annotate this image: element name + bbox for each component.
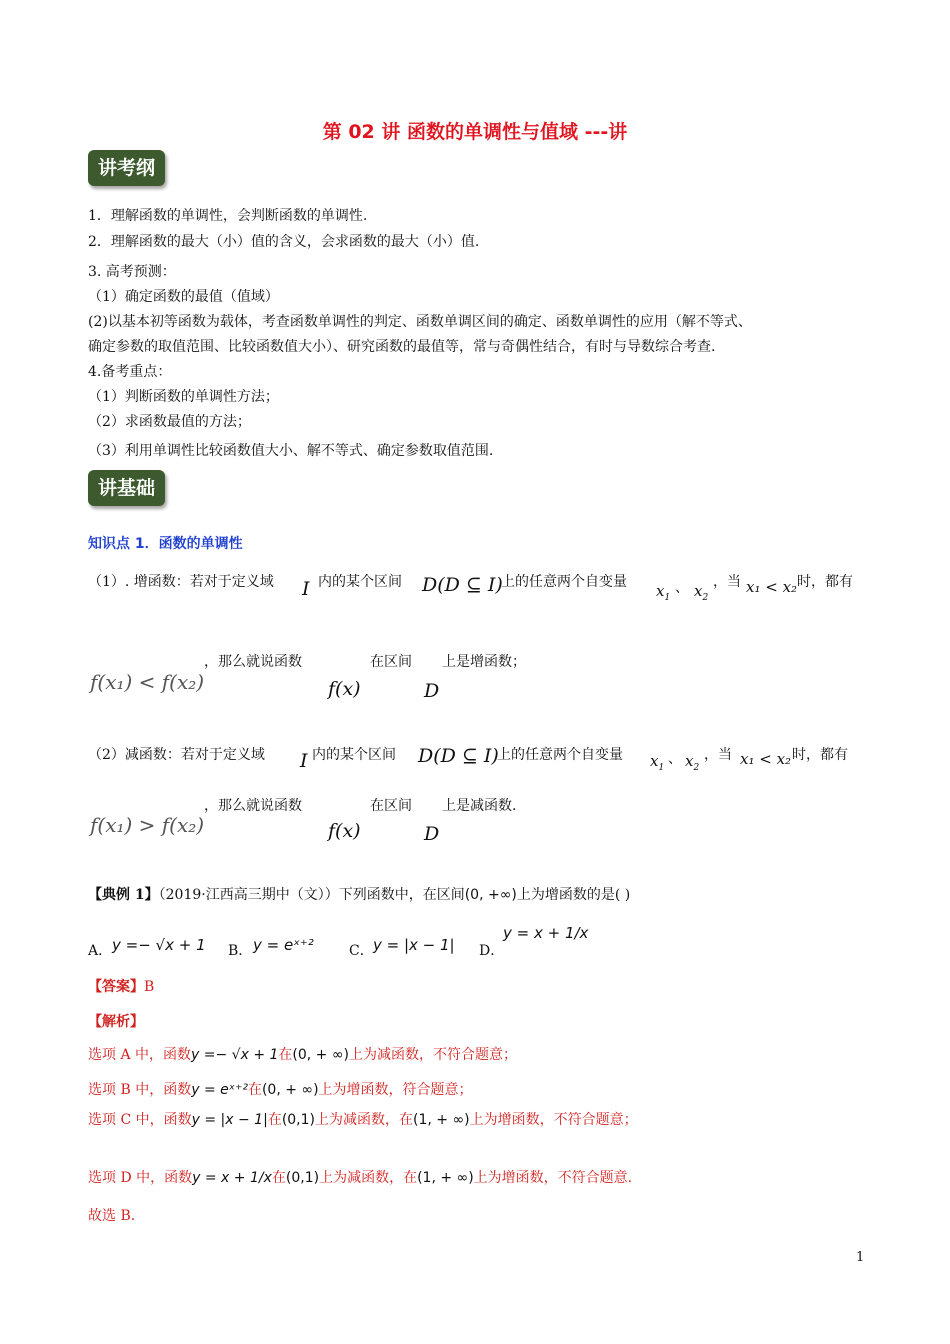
analysis-d-mid-2: 上为减函数，在 xyxy=(319,1170,418,1186)
dec-text-3: 上的任意两个自变量 xyxy=(497,747,623,763)
dec-compare: x₁ < x₂ xyxy=(740,750,792,768)
dec-function-fx: f(x) xyxy=(328,820,361,842)
exam-line-8: （1）判断函数的单调性方法； xyxy=(88,389,279,405)
analysis-line-d xyxy=(88,1167,632,1187)
exam-line-5: (2)以基本初等函数为载体，考查函数单调性的判定、函数单调区间的确定、函数单调性的应用（解不等式、 xyxy=(88,314,752,330)
analysis-d-mid: 在 xyxy=(271,1170,286,1186)
analysis-d-prefix: 选项 D 中，函数 xyxy=(88,1170,193,1186)
analysis-c-mid: 在 xyxy=(267,1112,282,1128)
dec-text-5: 时，都有 xyxy=(792,747,848,763)
dec-domain-I: I xyxy=(300,750,308,772)
analysis-b-prefix: 选项 B 中，函数 xyxy=(88,1082,192,1098)
analysis-line-b xyxy=(88,1079,473,1099)
dec-text-6: ，那么就说函数 xyxy=(204,798,302,814)
inc-interval-D-2: D xyxy=(424,680,440,702)
inc-text-5: 时，都有 xyxy=(797,574,853,590)
dec-interval-D: D(D ⊆ I) xyxy=(418,745,499,767)
inc-text-3: 上的任意两个自变量 xyxy=(501,574,627,590)
inc-interval-D: D(D ⊆ I) xyxy=(422,574,503,596)
inc-domain-I: I xyxy=(302,578,310,600)
analysis-label: 【解析】 xyxy=(88,1014,144,1030)
answer-label: 【答案】 xyxy=(88,979,144,995)
section-tag-basics: 讲基础 xyxy=(88,470,165,506)
section-tag-exam-outline: 讲考纲 xyxy=(88,150,165,186)
analysis-line-a xyxy=(88,1044,517,1064)
inc-text-8: 上是增函数； xyxy=(442,654,526,670)
exam-line-3: 3. 高考预测： xyxy=(88,264,176,280)
example-1-tail: 上为增函数的是( ) xyxy=(516,887,631,903)
analysis-a-interval: (0, + ∞) xyxy=(292,1047,349,1063)
option-c-formula: y = |x − 1| xyxy=(373,936,455,954)
option-d-formula: y = x + 1/x xyxy=(503,924,589,942)
analysis-c-interval-2: (1, + ∞) xyxy=(413,1112,470,1128)
dec-text-7: 在区间 xyxy=(370,798,412,814)
inc-function-fx: f(x) xyxy=(328,678,361,700)
analysis-c-interval-1: (0,1) xyxy=(281,1112,316,1128)
exam-line-10: （3）利用单调性比较函数值大小、解不等式、确定参数取值范围. xyxy=(88,443,494,459)
dec-x2: $x_2$ xyxy=(685,752,700,773)
analysis-line-c xyxy=(88,1109,638,1129)
option-b-label: B． xyxy=(228,943,253,959)
page-title: 第 02 讲 函数的单调性与值域 ---讲 xyxy=(322,121,628,143)
exam-line-9: （2）求函数最值的方法； xyxy=(88,414,251,430)
example-1-head: 【典例 1】 xyxy=(88,887,159,903)
dec-text-8: 上是减函数. xyxy=(442,798,517,814)
inc-compare: x₁ < x₂ xyxy=(746,578,798,596)
inc-text-4: ，当 xyxy=(713,574,741,590)
option-d-label: D． xyxy=(479,943,505,959)
exam-line-7: 4.备考重点： xyxy=(88,364,172,380)
option-a-formula: y =− √x + 1 xyxy=(112,936,206,954)
answer xyxy=(88,976,154,996)
analysis-a-postfix: 上为减函数，不符合题意； xyxy=(348,1047,517,1063)
analysis-c-mid-2: 上为减函数，在 xyxy=(315,1112,414,1128)
inc-x2: $x_2$ xyxy=(694,582,709,603)
dec-inequality: f(x₁) > f(x₂) xyxy=(90,813,205,837)
dec-text-1: （2）减函数：若对于定义域 xyxy=(88,747,265,763)
answer-value: B xyxy=(144,979,155,995)
dec-text-4: ，当 xyxy=(704,747,732,763)
option-c-label: C． xyxy=(349,943,374,959)
inc-inequality: f(x₁) < f(x₂) xyxy=(90,670,205,694)
inc-sep: 、 xyxy=(675,580,689,596)
analysis-d-interval-1: (0,1) xyxy=(285,1170,320,1186)
example-1-question xyxy=(88,884,630,904)
analysis-a-function: y =− √x + 1 xyxy=(191,1047,279,1063)
analysis-b-interval: (0, + ∞) xyxy=(261,1082,319,1098)
inc-text-1: （1）. 增函数：若对于定义域 xyxy=(88,574,274,590)
analysis-c-function: y = |x − 1| xyxy=(191,1112,268,1128)
dec-x1: $x_1$ xyxy=(650,752,665,773)
analysis-d-function: y = x + 1/x xyxy=(192,1170,272,1186)
exam-line-2: 2．理解函数的最大（小）值的含义，会求函数的最大（小）值. xyxy=(88,234,480,250)
dec-text-2: 内的某个区间 xyxy=(312,747,396,763)
example-1-interval: (0, +∞) xyxy=(464,887,517,903)
inc-text-6: ，那么就说函数 xyxy=(204,654,302,670)
analysis-b-postfix: 上为增函数，符合题意； xyxy=(318,1082,473,1098)
dec-sep: 、 xyxy=(668,751,682,767)
page-number: 1 xyxy=(856,1250,865,1265)
analysis-b-mid: 在 xyxy=(247,1082,262,1098)
exam-line-1: 1．理解函数的单调性，会判断函数的单调性. xyxy=(88,208,368,224)
analysis-b-function: y = eˣ⁺² xyxy=(191,1082,248,1098)
exam-line-4: （1）确定函数的最值（值域） xyxy=(88,289,279,305)
inc-text-2: 内的某个区间 xyxy=(318,574,402,590)
inc-x1: $x_1$ xyxy=(656,582,671,603)
example-1-source: （2019·江西高三期中（文））下列函数中，在区间 xyxy=(158,887,465,903)
analysis-conclusion: 故选 B. xyxy=(88,1208,136,1224)
analysis-d-postfix: 上为增函数，不符合题意. xyxy=(473,1170,633,1186)
dec-interval-D-2: D xyxy=(424,823,440,845)
exam-line-6: 确定参数的取值范围、比较函数值大小）、研究函数的最值等，常与奇偶性结合，有时与导数综合考查. xyxy=(88,339,716,355)
option-a-label: A． xyxy=(88,943,113,959)
knowledge-point-1-title: 知识点 1．函数的单调性 xyxy=(88,536,243,552)
option-b-formula: y = eˣ⁺² xyxy=(253,936,314,954)
analysis-a-mid: 在 xyxy=(278,1047,293,1063)
analysis-d-interval-2: (1, + ∞) xyxy=(417,1170,474,1186)
inc-text-7: 在区间 xyxy=(370,654,412,670)
analysis-a-prefix: 选项 A 中，函数 xyxy=(88,1047,192,1063)
analysis-c-prefix: 选项 C 中，函数 xyxy=(88,1112,192,1128)
analysis-c-postfix: 上为增函数，不符合题意； xyxy=(469,1112,638,1128)
